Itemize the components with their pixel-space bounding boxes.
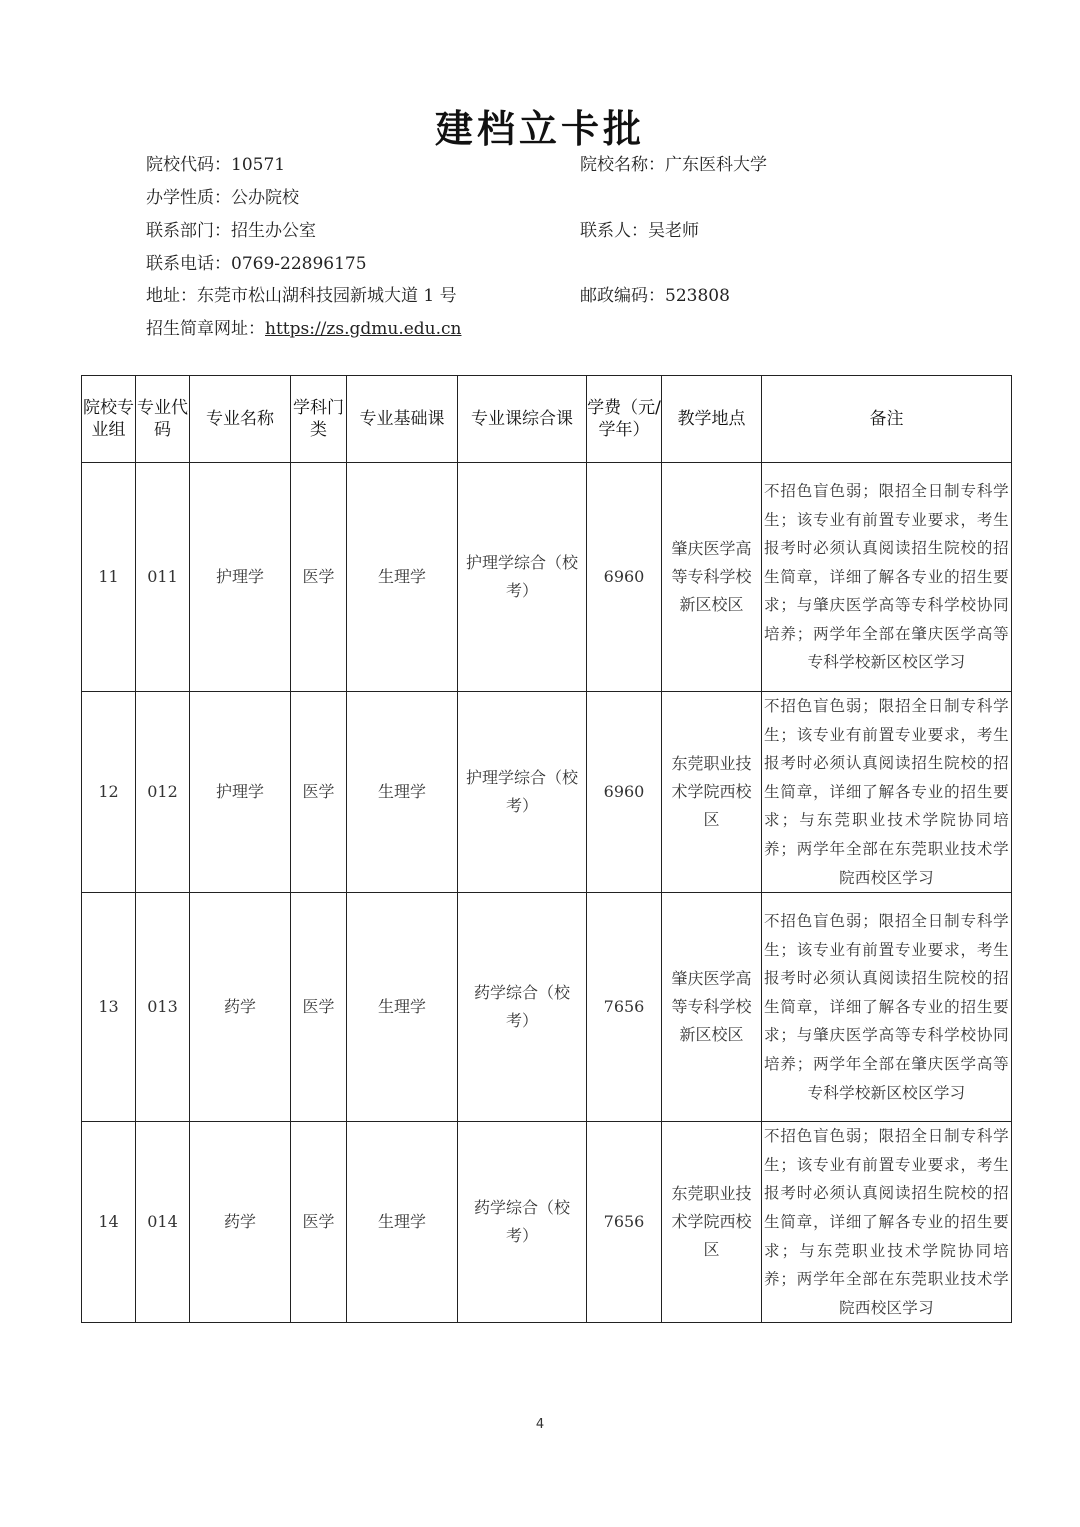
header-code: 专业代码 bbox=[136, 376, 190, 463]
cell-location: 肇庆医学高等专科学校新区校区 bbox=[662, 893, 762, 1122]
website bbox=[146, 313, 462, 346]
header-fee: 学费（元/学年） bbox=[587, 376, 662, 463]
cell-category: 医学 bbox=[291, 893, 347, 1122]
header-note: 备注 bbox=[762, 376, 1012, 463]
cell-location: 肇庆医学高等专科学校新区校区 bbox=[662, 463, 762, 692]
info-line-3 bbox=[146, 215, 1006, 248]
cell-code: 012 bbox=[136, 692, 190, 893]
cell-name: 药学 bbox=[190, 1122, 291, 1323]
cell-note: 不招色盲色弱；限招全日制专科学生；该专业有前置专业要求，考生报考时必须认真阅读招生院校的招生简章，详细了解各专业的招生要求；与肇庆医学高等专科学校协同培养；两学年全部在肇庆医学高等专科学校新区校区学习 bbox=[762, 893, 1012, 1122]
cell-basic: 生理学 bbox=[347, 692, 458, 893]
cell-name: 护理学 bbox=[190, 463, 291, 692]
info-line-4 bbox=[146, 248, 1006, 281]
cell-name: 药学 bbox=[190, 893, 291, 1122]
cell-category: 医学 bbox=[291, 463, 347, 692]
cell-category: 医学 bbox=[291, 1122, 347, 1323]
cell-basic: 生理学 bbox=[347, 893, 458, 1122]
table-header-row bbox=[82, 376, 1012, 463]
cell-note: 不招色盲色弱；限招全日制专科学生；该专业有前置专业要求，考生报考时必须认真阅读招生院校的招生简章，详细了解各专业的招生要求；与东莞职业技术学院协同培养；两学年全部在东莞职业技术学院西校区学习 bbox=[762, 1122, 1012, 1323]
cell-fee: 7656 bbox=[587, 1122, 662, 1323]
cell-location: 东莞职业技术学院西校区 bbox=[662, 692, 762, 893]
cell-name: 护理学 bbox=[190, 692, 291, 893]
info-line-1 bbox=[146, 149, 1006, 182]
cell-code: 014 bbox=[136, 1122, 190, 1323]
table-row bbox=[82, 463, 1012, 692]
cell-fee: 7656 bbox=[587, 893, 662, 1122]
school-type: 办学性质：公办院校 bbox=[146, 188, 299, 208]
school-name: 院校名称：广东医科大学 bbox=[580, 155, 767, 175]
contact-person: 联系人：吴老师 bbox=[580, 221, 699, 241]
cell-note: 不招色盲色弱；限招全日制专科学生；该专业有前置专业要求，考生报考时必须认真阅读招生院校的招生简章，详细了解各专业的招生要求；与东莞职业技术学院协同培养；两学年全部在东莞职业技术学院西校区学习 bbox=[762, 692, 1012, 893]
cell-comprehensive: 护理学综合（校考） bbox=[458, 692, 587, 893]
cell-code: 013 bbox=[136, 893, 190, 1122]
cell-note: 不招色盲色弱；限招全日制专科学生；该专业有前置专业要求，考生报考时必须认真阅读招生院校的招生简章，详细了解各专业的招生要求；与肇庆医学高等专科学校协同培养；两学年全部在肇庆医学高等专科学校新区校区学习 bbox=[762, 463, 1012, 692]
page-number: 4 bbox=[535, 1417, 545, 1432]
header-group: 院校专业组 bbox=[82, 376, 136, 463]
cell-fee: 6960 bbox=[587, 463, 662, 692]
header-location: 教学地点 bbox=[662, 376, 762, 463]
cell-location: 东莞职业技术学院西校区 bbox=[662, 1122, 762, 1323]
table-row bbox=[82, 893, 1012, 1122]
cell-comprehensive: 药学综合（校考） bbox=[458, 893, 587, 1122]
department: 联系部门：招生办公室 bbox=[146, 221, 316, 241]
website-label: 招生简章网址： bbox=[146, 319, 265, 339]
cell-basic: 生理学 bbox=[347, 1122, 458, 1323]
cell-group: 11 bbox=[82, 463, 136, 692]
info-line-2 bbox=[146, 182, 1006, 215]
header-basic: 专业基础课 bbox=[347, 376, 458, 463]
phone: 联系电话：0769-22896175 bbox=[146, 254, 367, 274]
cell-code: 011 bbox=[136, 463, 190, 692]
cell-group: 13 bbox=[82, 893, 136, 1122]
cell-group: 14 bbox=[82, 1122, 136, 1323]
info-line-6 bbox=[146, 313, 1006, 346]
page-title: 建档立卡批 bbox=[434, 107, 645, 151]
majors-table bbox=[81, 375, 1012, 1323]
header-name: 专业名称 bbox=[190, 376, 291, 463]
table-row bbox=[82, 692, 1012, 893]
cell-comprehensive: 护理学综合（校考） bbox=[458, 463, 587, 692]
cell-group: 12 bbox=[82, 692, 136, 893]
postcode: 邮政编码：523808 bbox=[580, 286, 730, 306]
table-row bbox=[82, 1122, 1012, 1323]
cell-basic: 生理学 bbox=[347, 463, 458, 692]
header-comprehensive: 专业课综合课 bbox=[458, 376, 587, 463]
header-category: 学科门类 bbox=[291, 376, 347, 463]
website-link[interactable]: https://zs.gdmu.edu.cn bbox=[265, 319, 462, 339]
info-line-5 bbox=[146, 280, 1006, 313]
cell-fee: 6960 bbox=[587, 692, 662, 893]
cell-category: 医学 bbox=[291, 692, 347, 893]
address: 地址：东莞市松山湖科技园新城大道 1 号 bbox=[146, 286, 457, 306]
school-code: 院校代码：10571 bbox=[146, 155, 286, 175]
cell-comprehensive: 药学综合（校考） bbox=[458, 1122, 587, 1323]
